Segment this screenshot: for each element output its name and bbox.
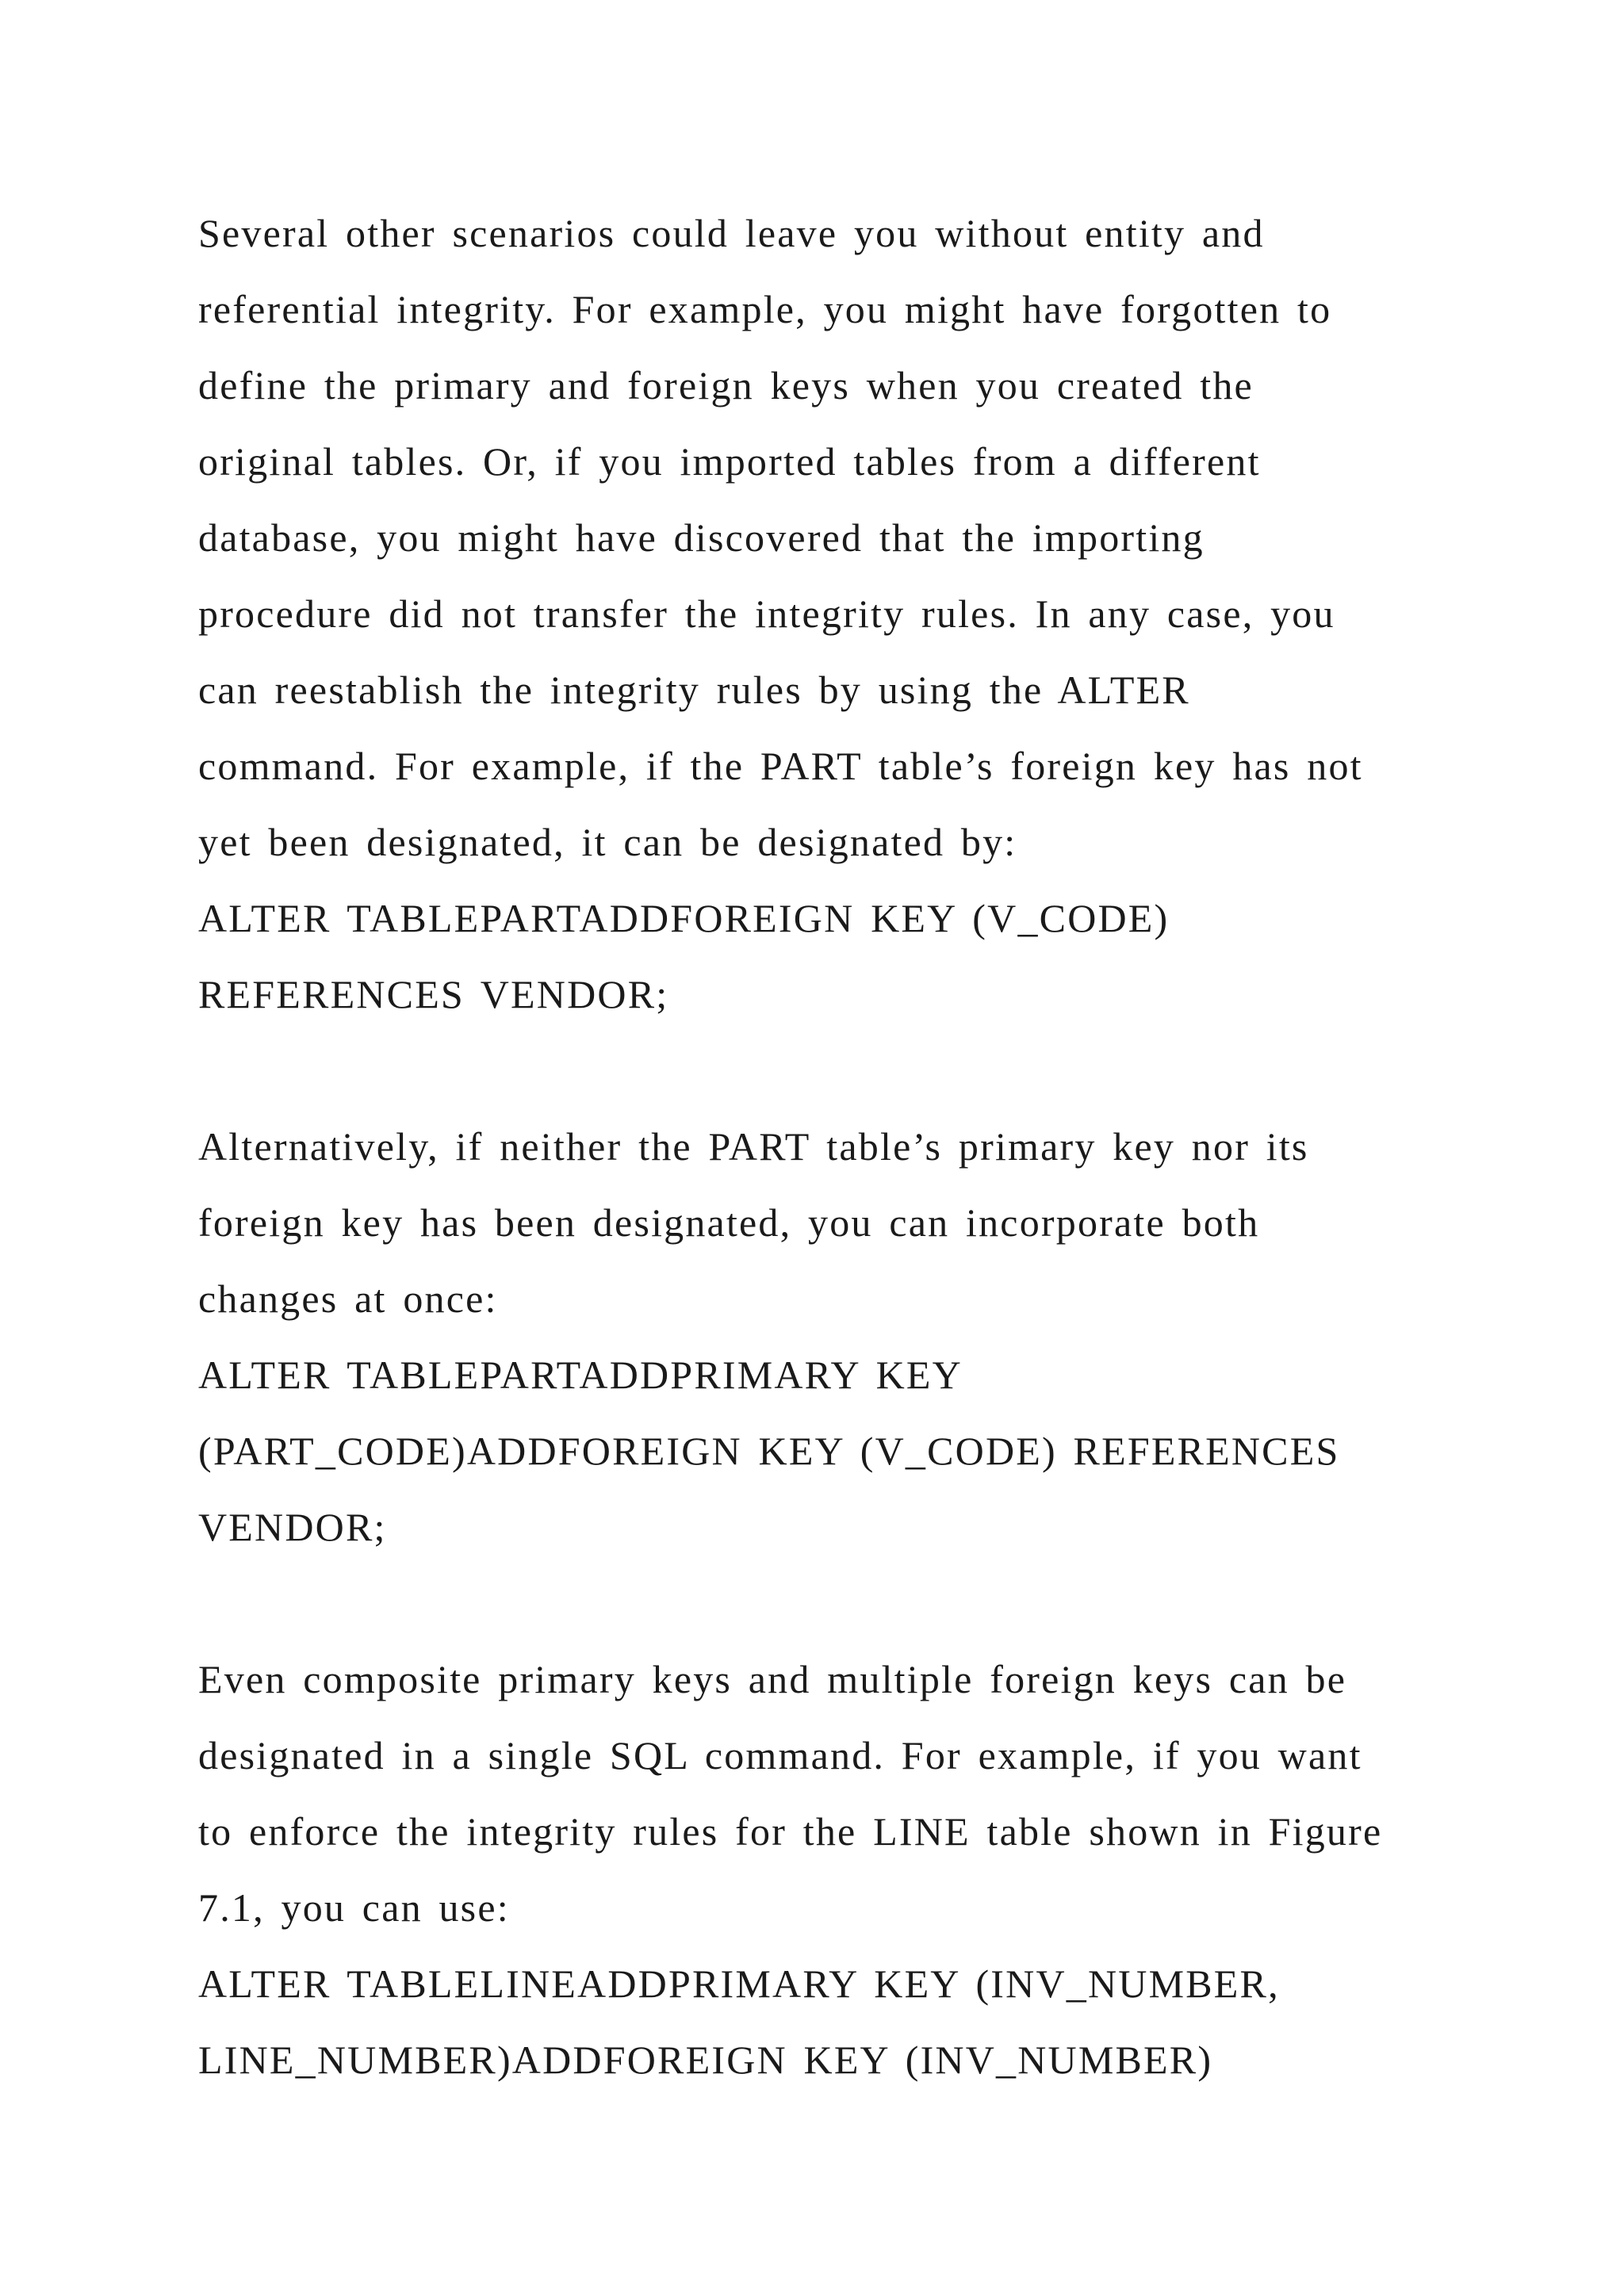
text-line: can reestablish the integrity rules by using the ALTER [198,668,1190,712]
text-line: 7.1, you can use: [198,1885,510,1930]
paragraph-2 [198,1108,1507,1337]
text-line: define the primary and foreign keys when you created the [198,363,1254,408]
code-line: ALTER TABLEPARTADDFOREIGN KEY (V_CODE) [198,896,1170,940]
code-line: ALTER TABLELINEADDPRIMARY KEY (INV_NUMBER, [198,1961,1280,2006]
sql-code-3 [198,1946,1507,2098]
text-line: database, you might have discovered that the importing [198,515,1205,560]
text-line: referential integrity. For example, you might have forgotten to [198,287,1332,331]
sql-code-1 [198,880,1507,1032]
paragraph-spacer [198,1565,1507,1641]
paragraph-3 [198,1641,1507,1946]
text-line: procedure did not transfer the integrity rules. In any case, you [198,591,1335,636]
code-line: ALTER TABLEPARTADDPRIMARY KEY [198,1353,963,1397]
text-line: original tables. Or, if you imported tables from a different [198,439,1261,484]
code-line: LINE_NUMBER)ADDFOREIGN KEY (INV_NUMBER) [198,2038,1213,2082]
text-line: yet been designated, it can be designated by: [198,820,1017,864]
text-line: to enforce the integrity rules for the LINE table shown in Figure [198,1809,1383,1854]
text-line: Alternatively, if neither the PART table’s primary key nor its [198,1124,1309,1169]
paragraph-spacer [198,1032,1507,1108]
text-line: Even composite primary keys and multiple foreign keys can be [198,1657,1347,1701]
text-line: command. For example, if the PART table’s foreign key has not [198,744,1363,788]
code-line: (PART_CODE)ADDFOREIGN KEY (V_CODE) REFERENCES [198,1429,1340,1473]
paragraph-1 [198,195,1507,880]
code-line: REFERENCES VENDOR; [198,972,669,1016]
text-line: designated in a single SQL command. For example, if you want [198,1733,1362,1777]
code-line: VENDOR; [198,1505,387,1549]
text-line: foreign key has been designated, you can incorporate both [198,1200,1260,1245]
text-line: Several other scenarios could leave you without entity and [198,211,1265,255]
text-line: changes at once: [198,1276,498,1321]
sql-code-2 [198,1337,1507,1565]
document-body [198,195,1507,2098]
